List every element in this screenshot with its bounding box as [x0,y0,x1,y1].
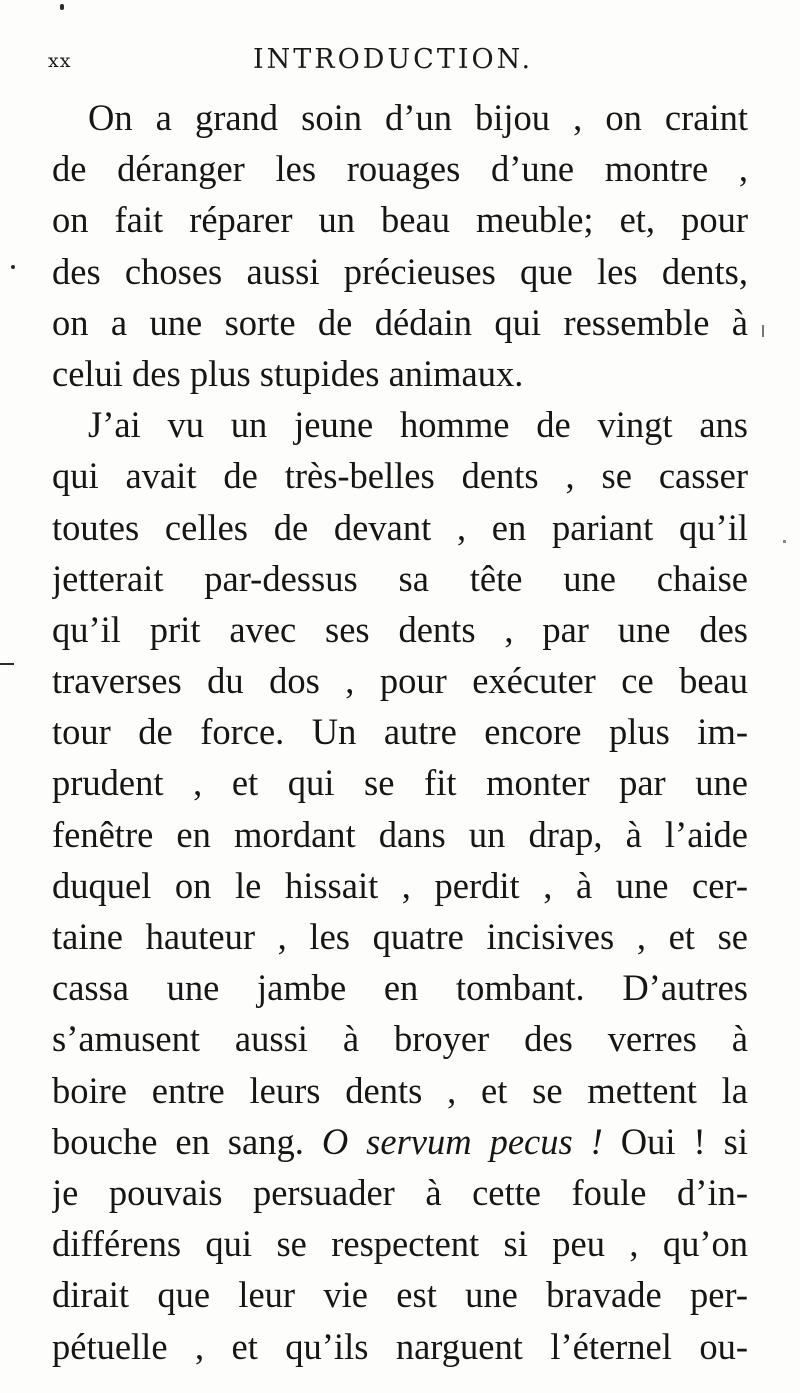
text-line: on fait réparer un beau meuble; et, pour [52,199,748,241]
ink-speck [762,325,764,337]
latin-quote: O servum pecus ! [321,1120,603,1162]
text-line: traverses du dos , pour exécuter ce beau [52,660,748,702]
text-line: je pouvais persuader à cette foule d’in- [52,1171,748,1213]
text-line: pétuelle , et qu’ils narguent l’éternel ou- [52,1325,748,1367]
text-line: de déranger les rouages d’une montre , [52,148,748,190]
text-line: qui avait de très-belles dents , se casser [52,455,748,497]
text-line: des choses aussi précieuses que les dents, [52,250,748,292]
ink-speck [60,4,64,10]
text-segment: Oui ! si [602,1120,748,1162]
text-line: différens qui se respectent si peu , qu’on [52,1223,748,1265]
margin-dash-mark [0,663,14,665]
text-line: boire entre leurs dents , et se mettent la [52,1069,748,1111]
text-line [52,1116,748,1167]
page-header [48,44,748,84]
ink-speck [783,540,786,543]
page-number: xx [48,50,72,72]
text-line: On a grand soin d’un bijou , on craint [88,97,748,138]
text-line: jetterait par-dessus sa tête une chaise [52,557,748,599]
text-line: s’amusent aussi à broyer des verres à [52,1018,748,1060]
body-text [52,92,748,1372]
text-line: toutes celles de devant , en pariant qu’il [52,506,748,548]
text-line: J’ai vu un jeune homme de vingt ans [88,404,748,446]
text-line: cassa une jambe en tombant. D’autres [52,967,748,1009]
text-line: on a une sorte de dédain qui ressemble à [52,301,748,343]
text-line: dirait que leur vie est une bravade per- [52,1274,748,1316]
text-line: taine hauteur , les quatre incisives , et se [52,916,748,957]
text-line: duquel on le hissait , perdit , à une cer- [52,864,748,906]
text-line: qu’il prit avec ses dents , par une des [52,608,748,650]
text-segment: bouche en sang. [52,1120,322,1162]
text-line: prudent , et qui se fit monter par une [52,762,748,804]
text-line: celui des plus stupides animaux. [52,352,524,394]
text-line: fenêtre en mordant dans un drap, à l’aide [52,813,748,855]
text-line: tour de force. Un autre encore plus im- [52,711,748,753]
ink-speck [11,265,15,269]
running-title: INTRODUCTION. [253,44,534,75]
